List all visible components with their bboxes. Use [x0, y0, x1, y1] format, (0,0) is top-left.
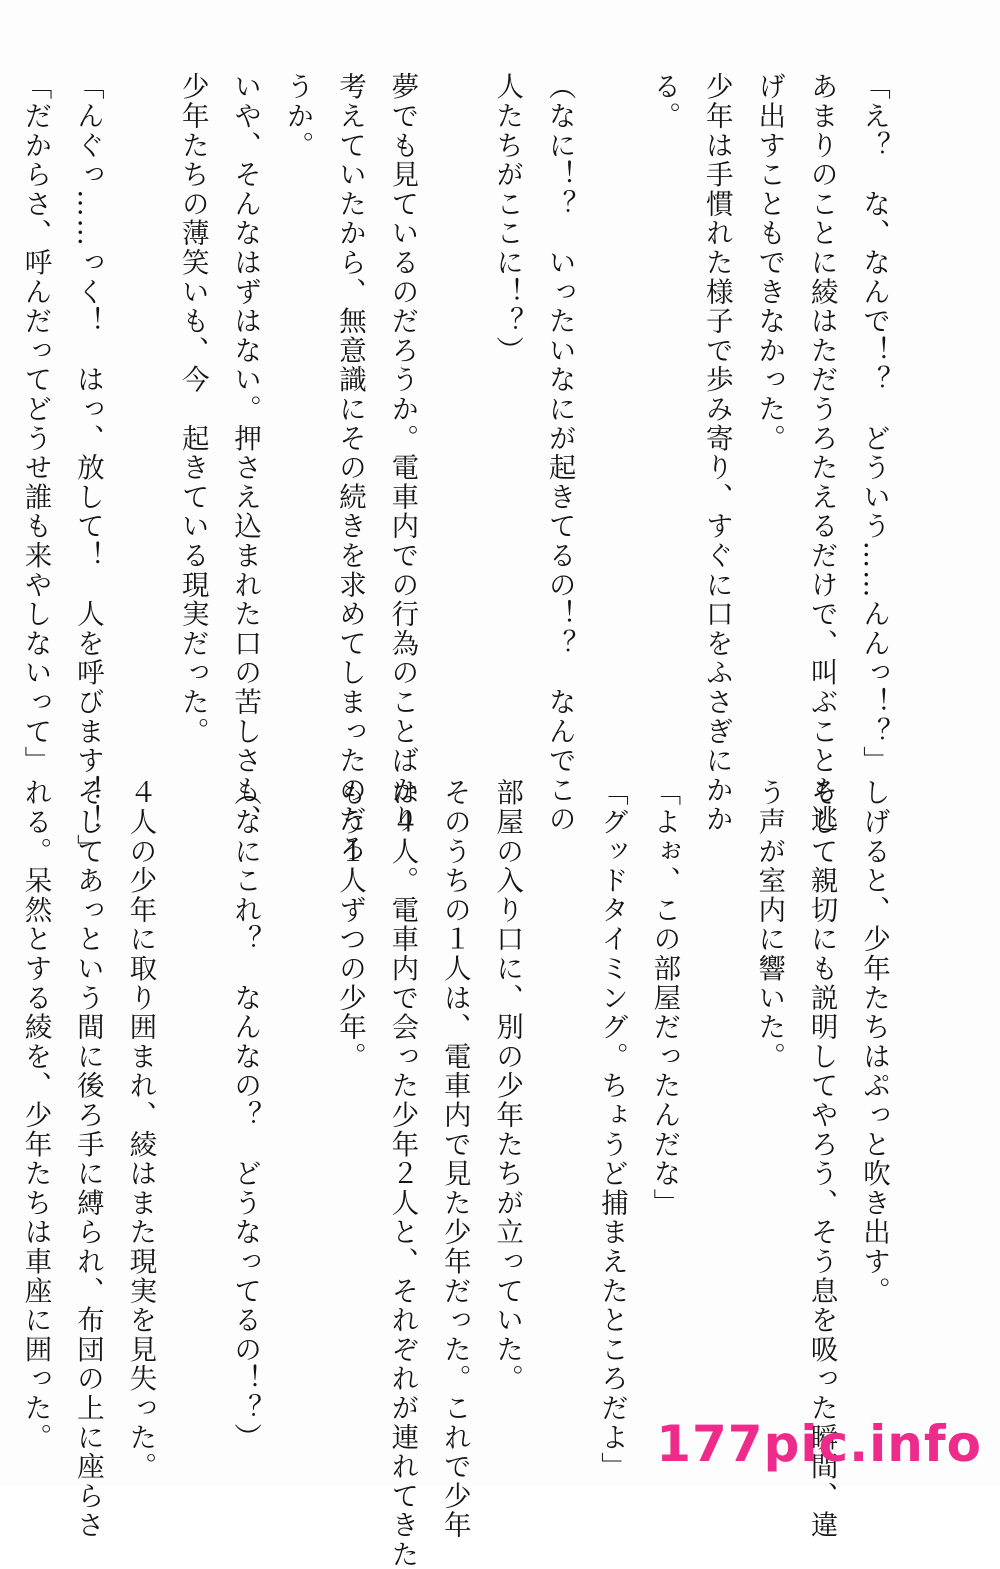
text-line: もう１人ずつの少年。: [333, 778, 366, 1071]
text-line: る。: [648, 72, 681, 131]
text-line: 少年たちの薄笑いも、今 起きている現実だった。: [176, 72, 209, 746]
text-line: （なに！？ いったいなにが起きてるの！？ なんでこの: [543, 72, 576, 834]
text-line: [0, 72, 9, 762]
text-line: れる。呆然とする綾を、少年たちは車座に囲った。: [19, 778, 52, 1452]
text-line: [114, 72, 166, 762]
text-line: は４人。電車内で会った少年２人と、それぞれが連れてきた: [386, 778, 419, 1569]
text-line: （なにこれ？ なんなの？ どうなってるの！？）: [229, 778, 262, 1452]
text-line: [166, 778, 218, 1378]
text-line: そしてあっという間に後ろ手に縛られ、布団の上に座らさ: [71, 778, 104, 1540]
text-line: うか。: [281, 72, 314, 160]
text-line: [428, 72, 480, 762]
text-line: 夢でも見ているのだろうか。電車内での行為のことばかり: [386, 72, 419, 834]
text-line: [271, 778, 323, 1378]
text-line: う声が室内に響いた。: [753, 778, 786, 1071]
text-line: [533, 778, 585, 1378]
site-watermark: 177pic.info: [656, 1415, 982, 1473]
text-block-upper: [19, 72, 900, 864]
text-line: [690, 778, 742, 1378]
text-line: 「え？ な、なんで！？ どういう……んんっ！？」: [858, 72, 890, 776]
text-line: 「んぐっ……っく！ はっ、放して！ 人を呼びます！！」: [71, 72, 104, 864]
text-line: 「グッドタイミング。ちょうど捕まえたところだよ」: [595, 778, 628, 1482]
text-line: 人たちがここに！？）: [491, 72, 524, 365]
text-line: [0, 778, 9, 1378]
text-line: [586, 72, 638, 762]
text-line: 「だからさ、呼んだってどうせ誰も来やしないって」: [19, 72, 52, 776]
text-line: 考えていたから、無意識にその続きを求めてしまったのだろ: [333, 72, 366, 864]
text-line: そのうちの１人は、電車内で見た少年だった。これで少年: [438, 778, 471, 1540]
text-line: そして親切にも説明してやろう、そう息を吸った瞬間、違: [805, 778, 838, 1540]
text-line: 部屋の入り口に、別の少年たちが立っていた。: [491, 778, 524, 1394]
text-line: しげると、少年たちはぷっと吹き出す。: [858, 778, 890, 1306]
text-line: げ出すこともできなかった。: [753, 72, 786, 453]
text-line: いや、そんなはずはない。押さえ込まれた口の苦しさも、: [229, 72, 262, 834]
text-line: あまりのことに綾はただうろたえるだけで、叫ぶことも逃: [805, 72, 838, 834]
text-line: 「よぉ、この部屋だったんだな」: [648, 778, 681, 1218]
text-line: ４人の少年に取り囲まれ、綾はまた現実を見失った。: [124, 778, 157, 1482]
text-line: 少年は手慣れた様子で歩み寄り、すぐに口をふさぎにかか: [700, 72, 733, 834]
